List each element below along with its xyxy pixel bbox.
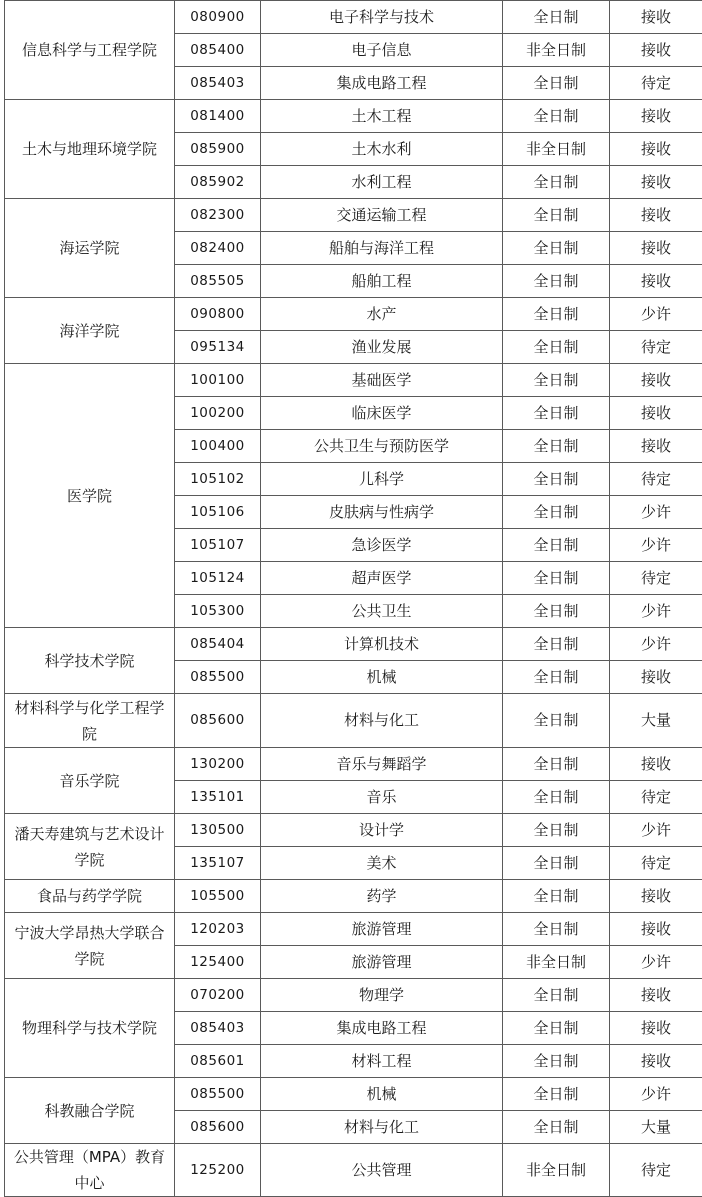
table-row: [5, 1, 702, 34]
code-cell: 080900: [175, 1, 261, 34]
code-cell: 120203: [175, 913, 261, 946]
study-mode-cell: 全日制: [503, 463, 610, 496]
table-row: [5, 748, 702, 781]
major-cell: 材料工程: [261, 1045, 503, 1078]
major-cell: 皮肤病与性病学: [261, 496, 503, 529]
college-name-cell: 信息科学与工程学院: [5, 1, 175, 100]
study-mode-cell: 全日制: [503, 298, 610, 331]
status-cell: 待定: [610, 847, 702, 880]
code-cell: 085900: [175, 133, 261, 166]
status-cell: 待定: [610, 781, 702, 814]
status-cell: 接收: [610, 34, 702, 67]
table-row: [5, 364, 702, 397]
study-mode-cell: 全日制: [503, 562, 610, 595]
code-cell: 090800: [175, 298, 261, 331]
code-cell: 100200: [175, 397, 261, 430]
table-row: [5, 979, 702, 1012]
code-cell: 085400: [175, 34, 261, 67]
code-cell: 100100: [175, 364, 261, 397]
study-mode-cell: 全日制: [503, 913, 610, 946]
major-cell: 电子科学与技术: [261, 1, 503, 34]
study-mode-cell: 全日制: [503, 529, 610, 562]
major-cell: 交通运输工程: [261, 199, 503, 232]
study-mode-cell: 全日制: [503, 265, 610, 298]
status-cell: 待定: [610, 67, 702, 100]
major-cell: 音乐: [261, 781, 503, 814]
status-cell: 待定: [610, 1144, 702, 1197]
study-mode-cell: 全日制: [503, 364, 610, 397]
study-mode-cell: 全日制: [503, 166, 610, 199]
status-cell: 接收: [610, 748, 702, 781]
code-cell: 125400: [175, 946, 261, 979]
study-mode-cell: 全日制: [503, 694, 610, 748]
code-cell: 100400: [175, 430, 261, 463]
major-cell: 公共卫生: [261, 595, 503, 628]
study-mode-cell: 全日制: [503, 1045, 610, 1078]
major-cell: 临床医学: [261, 397, 503, 430]
study-mode-cell: 全日制: [503, 1111, 610, 1144]
table-row: [5, 1144, 702, 1197]
status-cell: 大量: [610, 694, 702, 748]
study-mode-cell: 全日制: [503, 1012, 610, 1045]
college-name-cell: 食品与药学学院: [5, 880, 175, 913]
major-cell: 儿科学: [261, 463, 503, 496]
status-cell: 接收: [610, 397, 702, 430]
code-cell: 070200: [175, 979, 261, 1012]
status-cell: 待定: [610, 331, 702, 364]
major-cell: 公共管理: [261, 1144, 503, 1197]
major-cell: 渔业发展: [261, 331, 503, 364]
table-row: [5, 1078, 702, 1111]
status-cell: 接收: [610, 1012, 702, 1045]
study-mode-cell: 全日制: [503, 814, 610, 847]
major-cell: 急诊医学: [261, 529, 503, 562]
major-cell: 音乐与舞蹈学: [261, 748, 503, 781]
status-cell: 少许: [610, 298, 702, 331]
code-cell: 135101: [175, 781, 261, 814]
status-cell: 待定: [610, 562, 702, 595]
major-cell: 电子信息: [261, 34, 503, 67]
major-cell: 物理学: [261, 979, 503, 1012]
study-mode-cell: 全日制: [503, 595, 610, 628]
code-cell: 081400: [175, 100, 261, 133]
status-cell: 接收: [610, 133, 702, 166]
code-cell: 105107: [175, 529, 261, 562]
major-cell: 旅游管理: [261, 946, 503, 979]
college-name-cell: 科教融合学院: [5, 1078, 175, 1144]
college-name-cell: 潘天寿建筑与艺术设计学院: [5, 814, 175, 880]
status-cell: 接收: [610, 166, 702, 199]
study-mode-cell: 非全日制: [503, 133, 610, 166]
table-row: [5, 298, 702, 331]
status-cell: 接收: [610, 232, 702, 265]
status-cell: 少许: [610, 628, 702, 661]
study-mode-cell: 非全日制: [503, 946, 610, 979]
college-name-cell: 公共管理（MPA）教育中心: [5, 1144, 175, 1197]
status-cell: 接收: [610, 100, 702, 133]
study-mode-cell: 全日制: [503, 880, 610, 913]
code-cell: 082400: [175, 232, 261, 265]
major-cell: 集成电路工程: [261, 67, 503, 100]
college-name-cell: 物理科学与技术学院: [5, 979, 175, 1078]
study-mode-cell: 全日制: [503, 331, 610, 364]
college-name-cell: 土木与地理环境学院: [5, 100, 175, 199]
table-row: [5, 199, 702, 232]
study-mode-cell: 全日制: [503, 232, 610, 265]
code-cell: 082300: [175, 199, 261, 232]
status-cell: 大量: [610, 1111, 702, 1144]
table-row: [5, 694, 702, 748]
study-mode-cell: 全日制: [503, 1078, 610, 1111]
table-row: [5, 814, 702, 847]
code-cell: 135107: [175, 847, 261, 880]
code-cell: 105500: [175, 880, 261, 913]
code-cell: 085902: [175, 166, 261, 199]
college-name-cell: 音乐学院: [5, 748, 175, 814]
major-cell: 材料与化工: [261, 694, 503, 748]
table-row: [5, 880, 702, 913]
major-cell: 船舶与海洋工程: [261, 232, 503, 265]
code-cell: 085500: [175, 1078, 261, 1111]
study-mode-cell: 全日制: [503, 67, 610, 100]
status-cell: 接收: [610, 1045, 702, 1078]
code-cell: 085403: [175, 67, 261, 100]
status-cell: 接收: [610, 661, 702, 694]
table-body: [5, 1, 702, 1197]
study-mode-cell: 非全日制: [503, 34, 610, 67]
code-cell: 095134: [175, 331, 261, 364]
study-mode-cell: 全日制: [503, 847, 610, 880]
college-name-cell: 材料科学与化学工程学院: [5, 694, 175, 748]
code-cell: 085600: [175, 694, 261, 748]
status-cell: 接收: [610, 880, 702, 913]
status-cell: 少许: [610, 1078, 702, 1111]
status-cell: 少许: [610, 595, 702, 628]
code-cell: 085601: [175, 1045, 261, 1078]
code-cell: 130500: [175, 814, 261, 847]
college-name-cell: 科学技术学院: [5, 628, 175, 694]
code-cell: 085403: [175, 1012, 261, 1045]
major-cell: 土木水利: [261, 133, 503, 166]
code-cell: 105300: [175, 595, 261, 628]
major-cell: 药学: [261, 880, 503, 913]
major-cell: 公共卫生与预防医学: [261, 430, 503, 463]
status-cell: 待定: [610, 463, 702, 496]
major-cell: 水产: [261, 298, 503, 331]
college-name-cell: 宁波大学昂热大学联合学院: [5, 913, 175, 979]
study-mode-cell: 全日制: [503, 628, 610, 661]
major-cell: 材料与化工: [261, 1111, 503, 1144]
major-cell: 船舶工程: [261, 265, 503, 298]
major-cell: 集成电路工程: [261, 1012, 503, 1045]
major-cell: 计算机技术: [261, 628, 503, 661]
study-mode-cell: 非全日制: [503, 1144, 610, 1197]
major-cell: 设计学: [261, 814, 503, 847]
status-cell: 接收: [610, 430, 702, 463]
code-cell: 130200: [175, 748, 261, 781]
code-cell: 105102: [175, 463, 261, 496]
major-cell: 超声医学: [261, 562, 503, 595]
code-cell: 105124: [175, 562, 261, 595]
code-cell: 085600: [175, 1111, 261, 1144]
college-name-cell: 海洋学院: [5, 298, 175, 364]
status-cell: 少许: [610, 814, 702, 847]
major-cell: 美术: [261, 847, 503, 880]
code-cell: 105106: [175, 496, 261, 529]
major-cell: 基础医学: [261, 364, 503, 397]
code-cell: 085404: [175, 628, 261, 661]
status-cell: 接收: [610, 913, 702, 946]
study-mode-cell: 全日制: [503, 661, 610, 694]
status-cell: 接收: [610, 1, 702, 34]
college-name-cell: 医学院: [5, 364, 175, 628]
status-cell: 接收: [610, 364, 702, 397]
study-mode-cell: 全日制: [503, 199, 610, 232]
major-cell: 土木工程: [261, 100, 503, 133]
admissions-table: [4, 0, 702, 1197]
code-cell: 085500: [175, 661, 261, 694]
study-mode-cell: 全日制: [503, 748, 610, 781]
table-row: [5, 913, 702, 946]
study-mode-cell: 全日制: [503, 781, 610, 814]
code-cell: 085505: [175, 265, 261, 298]
college-name-cell: 海运学院: [5, 199, 175, 298]
status-cell: 接收: [610, 199, 702, 232]
major-cell: 机械: [261, 1078, 503, 1111]
study-mode-cell: 全日制: [503, 496, 610, 529]
table-row: [5, 100, 702, 133]
major-cell: 机械: [261, 661, 503, 694]
study-mode-cell: 全日制: [503, 979, 610, 1012]
status-cell: 少许: [610, 529, 702, 562]
study-mode-cell: 全日制: [503, 397, 610, 430]
status-cell: 少许: [610, 946, 702, 979]
study-mode-cell: 全日制: [503, 430, 610, 463]
major-cell: 旅游管理: [261, 913, 503, 946]
table-row: [5, 628, 702, 661]
code-cell: 125200: [175, 1144, 261, 1197]
status-cell: 接收: [610, 265, 702, 298]
status-cell: 少许: [610, 496, 702, 529]
major-cell: 水利工程: [261, 166, 503, 199]
status-cell: 接收: [610, 979, 702, 1012]
study-mode-cell: 全日制: [503, 1, 610, 34]
study-mode-cell: 全日制: [503, 100, 610, 133]
